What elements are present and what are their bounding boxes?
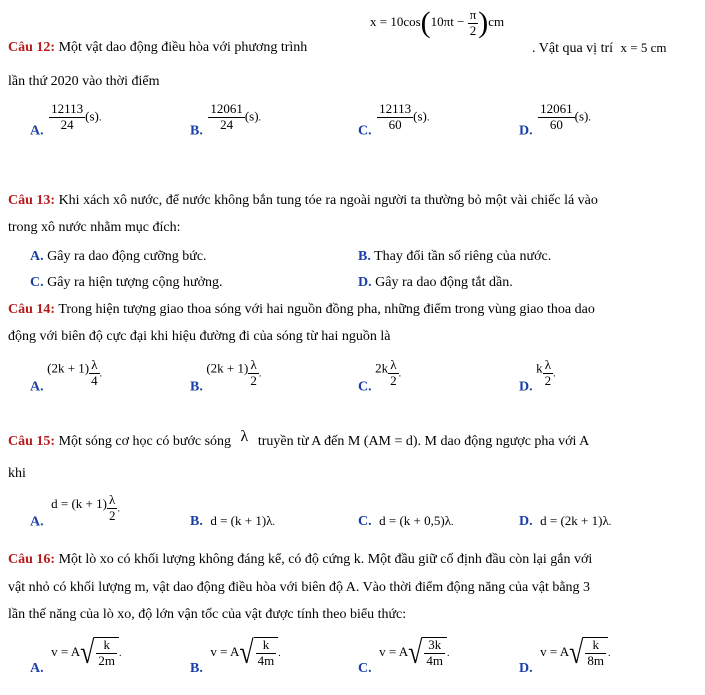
frac-num: k	[585, 638, 606, 654]
option-prefix: (2k + 1)	[47, 360, 90, 376]
option-prefix: v = A	[379, 644, 409, 660]
option-unit: (s)	[574, 108, 589, 124]
frac-den: 4m	[426, 652, 444, 668]
q12-text: Một vật dao động điều hòa với phương trình	[58, 40, 308, 55]
option-fraction	[377, 102, 413, 133]
option-fraction	[248, 358, 259, 389]
q12-pos: x = 5 cm	[620, 40, 667, 55]
option-fraction	[208, 102, 245, 133]
q13-option-a[interactable]	[30, 249, 207, 265]
frac-num: λ	[107, 493, 118, 509]
option-label: A.	[30, 514, 44, 530]
q12-label: Câu 12:	[8, 40, 56, 55]
option-prefix: v = A	[540, 644, 570, 660]
frac-num: k	[256, 638, 277, 654]
option-fraction	[107, 493, 118, 524]
q15-option-a[interactable]: A. d = (k + 1) $\frac{\lambda}{2}$ .	[30, 492, 120, 530]
frac-den: 2	[544, 372, 552, 388]
frac-num: k	[96, 638, 117, 654]
q16-option-c[interactable]: C. v = A√ $\frac{3k}{4m}$ .	[358, 634, 450, 677]
option-label: B.	[190, 379, 203, 395]
option-label: A.	[30, 379, 44, 395]
q14-option-c[interactable]: C. 2k $\frac{\lambda}{2}$ .	[358, 357, 402, 395]
q16-option-b[interactable]: B. v = A√ $\frac{k}{4m}$ .	[190, 634, 281, 677]
option-label: C.	[358, 123, 372, 139]
option-prefix: 2k	[375, 360, 389, 376]
q12-option-d[interactable]: D. $\frac{12061}{60}$ (s).	[519, 101, 591, 139]
frac-num: 12113	[379, 101, 412, 116]
q14-text: Trong hiện tượng giao thoa sóng với hai nguồn đồng pha, những điểm trong vùng giao thoa dao	[58, 302, 595, 317]
q14-label: Câu 14:	[8, 302, 56, 317]
q14-line1	[8, 302, 595, 318]
q13-option-d[interactable]	[358, 275, 513, 291]
option-label: A.	[30, 661, 44, 677]
eq-pre: x = 10cos	[370, 13, 421, 29]
sqrt-expression	[80, 634, 119, 671]
option-unit: (s)	[85, 108, 99, 124]
q12-line1	[8, 40, 307, 56]
q14-option-a[interactable]: A. (2k + 1) $\frac{\lambda}{4}$ .	[30, 357, 103, 395]
eq-unit: cm	[488, 13, 505, 29]
frac-den: 2	[390, 372, 397, 388]
q13-option-c[interactable]	[30, 275, 223, 291]
q16-text: Một lò xo có khối lượng không đáng kể, có độ cứng k. Một đầu giữ cố định đầu còn lại gắn với	[58, 552, 593, 567]
option-label: B.	[358, 249, 371, 264]
frac-den: 2	[108, 507, 116, 523]
q13-line1	[8, 193, 598, 209]
lambda-symbol: λ	[240, 428, 249, 445]
option-prefix: d = (k + 1)	[51, 495, 107, 511]
eq-paren-left: (	[420, 6, 431, 39]
option-text: Gây ra dao động cưỡng bức.	[47, 249, 207, 264]
q13-text: Khi xách xô nước, để nước không bắn tung tóe ra ngoài người ta thường bỏ một vài chiếc lá vào	[58, 193, 598, 208]
q15-text-b: truyền từ A đến M (AM = d). M dao động ngược pha với A	[257, 434, 590, 449]
q13-label: Câu 13:	[8, 193, 56, 208]
frac-den: 4m	[257, 652, 275, 668]
frac-den: 8m	[587, 652, 605, 668]
option-fraction	[388, 358, 399, 389]
frac-num: λ	[89, 358, 100, 374]
frac-num: 3k	[424, 638, 445, 654]
radical-icon: √	[569, 634, 584, 671]
q15-text-a: Một sóng cơ học có bước sóng	[58, 434, 232, 449]
frac-den: 2m	[98, 652, 116, 668]
q16-option-a[interactable]: A. v = A√ $\frac{k}{2m}$ .	[30, 634, 122, 677]
q12-text-b-row	[532, 40, 666, 57]
q16-line3: lần thế năng của lò xo, độ lớn vận tốc của vật được tính theo biểu thức:	[8, 607, 407, 622]
q14-option-b[interactable]: B. (2k + 1) $\frac{\lambda}{2}$ .	[190, 357, 262, 395]
sqrt-expression	[569, 634, 608, 671]
eq-frac-den: 2	[469, 22, 477, 38]
option-label: D.	[519, 514, 533, 529]
sqrt-expression	[408, 634, 447, 671]
q12-option-c[interactable]: C. $\frac{12113}{60}$ (s).	[358, 101, 430, 139]
option-unit: (s)	[244, 108, 259, 124]
q15-option-b[interactable]: B. d = (k + 1)λ.	[190, 513, 275, 529]
q12-text-b: . Vật qua vị trí	[532, 41, 614, 56]
option-label: D.	[519, 661, 533, 677]
option-text: Gây ra dao động tắt dần.	[375, 275, 513, 290]
q12-equation	[370, 6, 504, 40]
option-label: A.	[30, 249, 44, 264]
radical-icon: √	[408, 634, 423, 671]
option-label: D.	[358, 275, 372, 290]
q15-label: Câu 15:	[8, 434, 56, 449]
q16-label: Câu 16:	[8, 552, 56, 567]
option-label: C.	[358, 379, 372, 395]
option-label: D.	[519, 123, 533, 139]
q15-option-c[interactable]: C. d = (k + 0,5)λ.	[358, 513, 454, 529]
option-prefix: (2k + 1)	[206, 360, 249, 376]
q12-line2: lần thứ 2020 vào thời điểm	[8, 74, 160, 89]
option-fraction	[538, 102, 575, 133]
frac-num: 12113	[51, 101, 84, 116]
sqrt-expression	[239, 634, 278, 671]
q15-option-d[interactable]: D. d = (2k + 1)λ.	[519, 513, 612, 529]
option-text: Thay đổi tần số riêng của nước.	[374, 249, 552, 264]
option-text: d = (k + 1)λ	[210, 513, 273, 528]
q16-line1	[8, 552, 592, 568]
eq-paren-right: )	[478, 6, 489, 39]
q13-option-b[interactable]	[358, 249, 551, 265]
option-fraction	[49, 102, 85, 133]
option-prefix: v = A	[51, 644, 81, 660]
option-prefix: v = A	[210, 644, 240, 660]
frac-num: 12061	[210, 101, 243, 116]
option-text: d = (k + 0,5)λ	[379, 513, 451, 528]
option-text: d = (2k + 1)λ	[540, 513, 609, 528]
option-label: B.	[190, 123, 203, 139]
frac-den: 4	[91, 372, 98, 388]
option-unit: (s)	[413, 108, 427, 124]
frac-num: λ	[543, 358, 554, 374]
option-label: B.	[190, 661, 203, 677]
option-fraction	[543, 358, 554, 389]
option-label: C.	[358, 514, 372, 529]
eq-arg: 10πt −	[430, 13, 468, 29]
frac-den: 24	[60, 116, 74, 132]
q16-option-d[interactable]: D. v = A√ $\frac{k}{8m}$ .	[519, 634, 611, 677]
option-label: C.	[358, 661, 372, 677]
frac-den: 60	[549, 116, 563, 132]
q13-line2: trong xô nước nhằm mục đích:	[8, 220, 181, 235]
eq-fraction	[468, 8, 479, 39]
frac-num: 12061	[540, 101, 573, 116]
q15-line1	[8, 428, 589, 450]
q12-option-a[interactable]: A. $\frac{12113}{24}$ (s).	[30, 101, 102, 139]
frac-num: λ	[248, 358, 259, 374]
q14-line2: động với biên độ cực đại khi hiệu đường đi của sóng từ hai nguồn là	[8, 329, 391, 344]
frac-den: 60	[388, 116, 402, 132]
option-label: D.	[519, 379, 533, 395]
eq-frac-num: π	[469, 6, 477, 22]
frac-den: 2	[250, 372, 257, 388]
radical-icon: √	[80, 634, 95, 671]
option-fraction	[89, 358, 100, 389]
q14-option-d[interactable]: D. k $\frac{\lambda}{2}$ .	[519, 357, 556, 395]
option-text: Gây ra hiện tượng cộng hưởng.	[47, 275, 223, 290]
option-label: B.	[190, 514, 203, 529]
option-label: C.	[30, 275, 44, 290]
frac-den: 24	[220, 116, 234, 132]
q16-line2: vật nhỏ có khối lượng m, vật dao động điều hòa với biên độ A. Vào thời điểm động năng của vật bằng 3	[8, 580, 591, 595]
frac-num: λ	[388, 358, 399, 374]
q12-option-b[interactable]: B. $\frac{12061}{24}$ (s).	[190, 101, 262, 139]
radical-icon: √	[239, 634, 254, 671]
option-prefix: k	[536, 360, 543, 376]
option-label: A.	[30, 123, 44, 139]
q15-line2: khi	[8, 466, 26, 481]
